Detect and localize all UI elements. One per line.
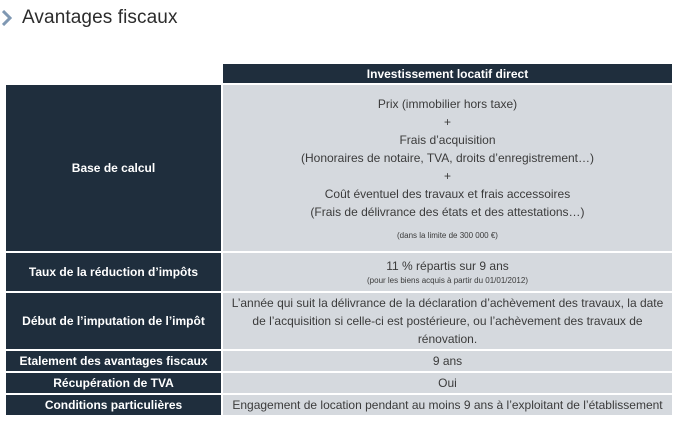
page-heading [0,6,178,30]
table-row [6,253,672,291]
value-line: Coût éventuel des travaux et frais accessoires [324,186,571,201]
value-line: rénovation. [417,332,478,346]
value-line: + [443,168,451,183]
row-value [223,253,672,291]
value-line: Frais d’acquisition [399,132,496,147]
chevron-right-icon [2,9,16,27]
table-row [6,351,672,371]
table-row [6,373,672,393]
value-line: Prix (immobilier hors taxe) [377,96,518,111]
row-label: Conditions particulières [6,395,221,415]
table-corner-cell [6,64,221,83]
table-row [6,293,672,349]
table-header-row [6,64,672,83]
row-value: 9 ans [223,351,672,371]
row-value: Oui [223,373,672,393]
value-line: (Honoraires de notaire, TVA, droits d’enregistrement…) [300,150,594,165]
row-label: Base de calcul [6,85,221,251]
column-header: Investissement locatif direct [223,64,672,83]
row-value: Engagement de location pendant au moins 9 ans à l’exploitant de l’établissement [223,395,672,415]
row-label: Etalement des avantages fiscaux [6,351,221,371]
value-line: + [443,114,451,129]
value-note: (pour les biens acquis à partir du 01/01/2012) [367,276,528,285]
value-line: L’année qui suit la délivrance de la déclaration d’achèvement des travaux, la date [231,296,664,310]
value-line: (Frais de délivrance des états et des attestations…) [310,204,585,219]
row-label: Récupération de TVA [6,373,221,393]
table-row [6,85,672,251]
value-line: de l’acquisition si celle-ci est postérieure, ou l’achèvement des travaux de [252,314,643,328]
page-title: Avantages fiscaux [22,7,178,28]
row-label: Taux de la réduction d’impôts [6,253,221,291]
tax-benefits-table [4,62,674,417]
row-value [223,293,672,349]
row-value [223,85,672,251]
value-note: (dans la limite de 300 000 €) [397,230,498,240]
table-row [6,395,672,415]
row-label: Début de l’imputation de l’impôt [6,293,221,349]
value-line: 11 % répartis sur 9 ans [386,259,509,273]
